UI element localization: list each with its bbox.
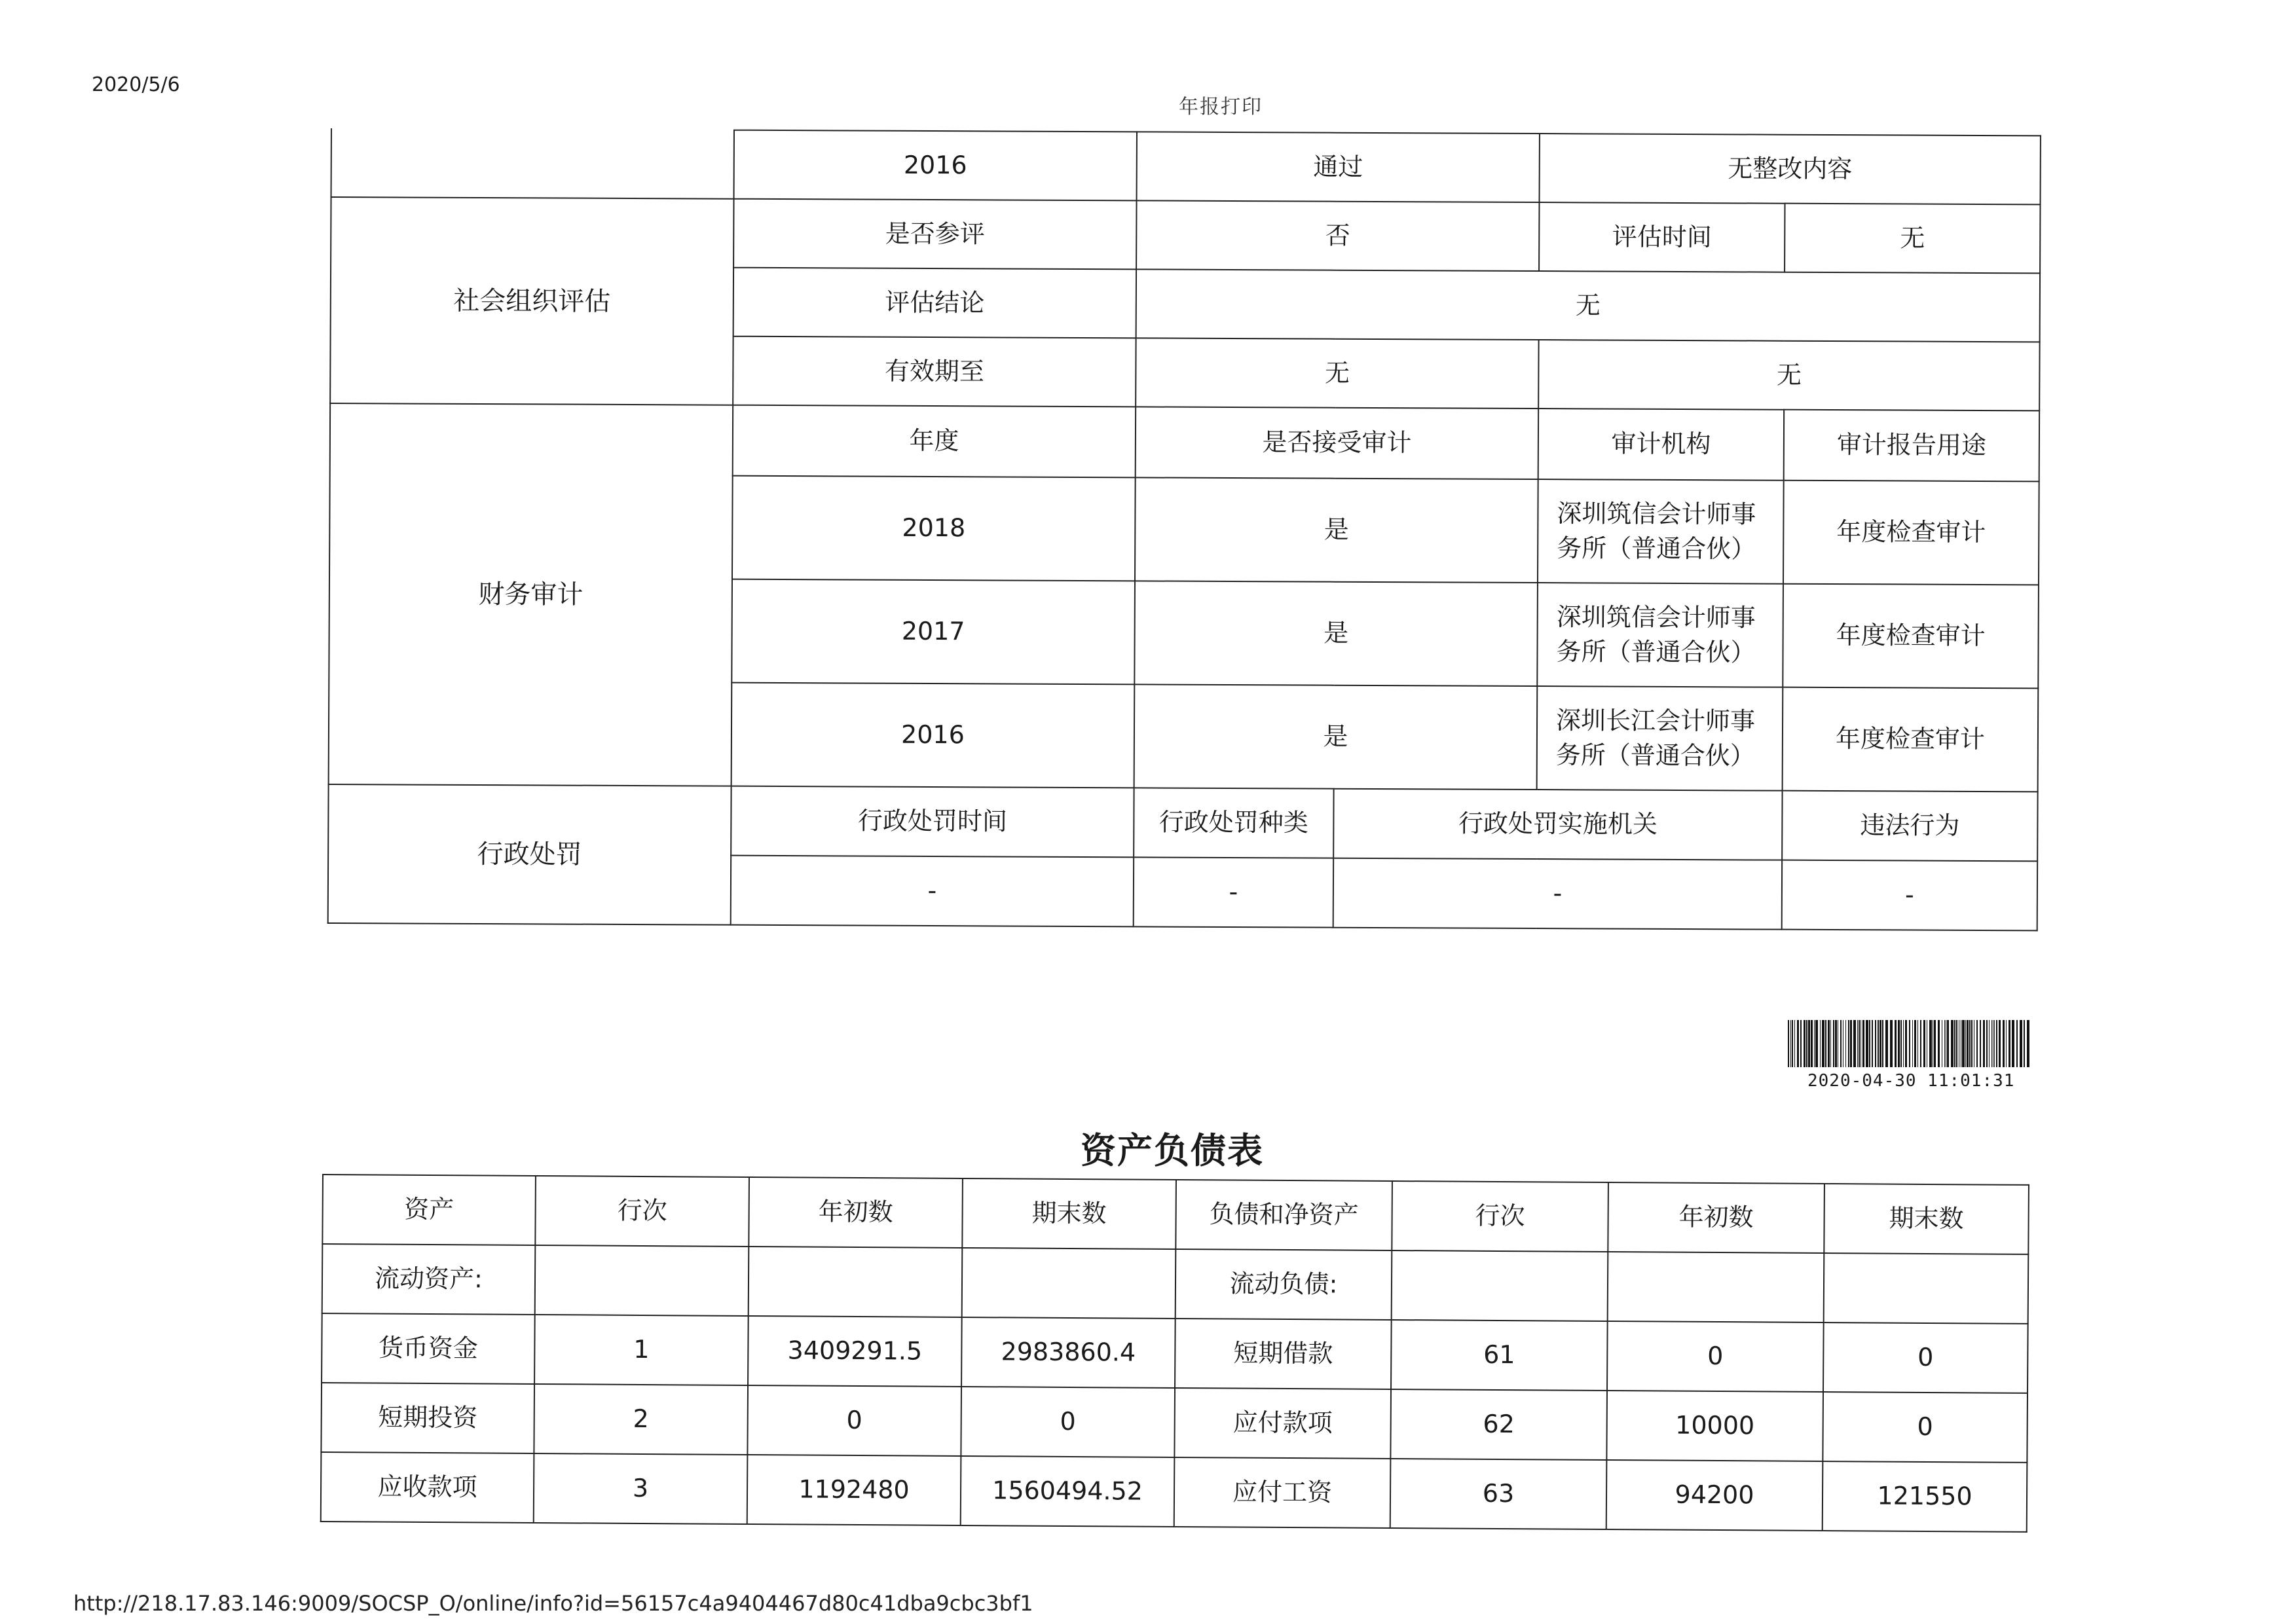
table-cell: 年初数	[1608, 1182, 1824, 1253]
table-cell: 0	[1823, 1322, 2028, 1393]
social-eval-section-label: 社会组织评估	[330, 197, 733, 405]
valid-label: 有效期至	[733, 337, 1136, 407]
table-cell: 2983860.4	[961, 1317, 1176, 1388]
penalty-time-value: -	[731, 856, 1134, 927]
table-cell	[1824, 1253, 2029, 1324]
table-cell: 0	[1823, 1392, 2028, 1463]
table-cell: 3	[534, 1453, 748, 1524]
audit-section-label: 财务审计	[329, 403, 733, 786]
table-row	[321, 1452, 2028, 1532]
conclusion-value: 无	[1136, 269, 2040, 342]
table-cell	[535, 1245, 749, 1316]
print-date: 2020/5/6	[92, 73, 180, 96]
table-cell: 流动负债:	[1176, 1249, 1392, 1320]
table-cell: 应付工资	[1174, 1457, 1391, 1528]
audit-org: 深圳筑信会计师事务所（普通合伙）	[1538, 479, 1784, 584]
table-cell: 121550	[1823, 1461, 2028, 1532]
table-cell: 短期投资	[321, 1383, 534, 1453]
audit-header-year: 年度	[733, 405, 1136, 478]
table-cell	[962, 1248, 1176, 1319]
table-row	[328, 784, 2037, 861]
audit-org: 深圳筑信会计师事务所（普通合伙）	[1537, 583, 1783, 687]
table-cell	[1608, 1252, 1824, 1322]
table-cell: 应收款项	[321, 1452, 534, 1523]
table-cell: 货币资金	[322, 1313, 535, 1384]
audit-org: 深圳长江会计师事务所（普通合伙）	[1537, 686, 1783, 791]
table-row	[331, 128, 2041, 204]
table-cell: 2	[534, 1384, 748, 1455]
table-cell: 3409291.5	[748, 1316, 962, 1387]
table-cell: 行次	[535, 1176, 749, 1247]
eval-content-cell: 无整改内容	[1540, 134, 2041, 204]
table-header-row	[322, 1175, 2029, 1254]
table-cell: 负债和净资产	[1176, 1180, 1392, 1250]
footer-url: http://218.17.83.146:9009/SOCSP_O/online/info?id=56157c4a9404467d80c41dba9cbc3bf1	[73, 1591, 1033, 1616]
document-title: 年报打印	[1179, 96, 1263, 119]
audit-purpose: 年度检查审计	[1783, 584, 2039, 689]
eval-result-cell: 通过	[1137, 132, 1540, 202]
table-cell: 行次	[1392, 1181, 1608, 1252]
table-cell: 资产	[322, 1175, 536, 1245]
table-cell: 流动资产:	[322, 1244, 536, 1315]
audit-header-audited: 是否接受审计	[1136, 407, 1538, 479]
valid-value-2: 无	[1538, 340, 2039, 410]
table-cell: 0	[1607, 1321, 1824, 1392]
penalty-violation-value: -	[1782, 860, 2037, 931]
audit-year: 2018	[732, 476, 1136, 581]
table-cell: 0	[961, 1387, 1175, 1457]
valid-value-1: 无	[1136, 338, 1538, 409]
table-cell: 短期借款	[1175, 1319, 1392, 1389]
penalty-authority-value: -	[1333, 858, 1782, 930]
audit-year: 2017	[731, 579, 1135, 685]
eval-year-cell: 2016	[734, 130, 1137, 201]
audit-purpose: 年度检查审计	[1783, 481, 2039, 585]
table-cell: 1	[534, 1315, 749, 1385]
table-cell: 年初数	[749, 1177, 963, 1248]
participate-value: 否	[1136, 200, 1539, 271]
balance-sheet-table	[320, 1174, 2029, 1533]
table-row	[331, 197, 2040, 273]
audit-audited: 是	[1135, 477, 1538, 583]
table-cell: 10000	[1606, 1391, 1823, 1461]
table-cell: 应付款项	[1174, 1388, 1391, 1459]
table-cell: 94200	[1606, 1460, 1823, 1531]
conclusion-label: 评估结论	[733, 268, 1136, 338]
table-row	[330, 403, 2039, 481]
table-row	[321, 1383, 2028, 1463]
table-cell	[1392, 1250, 1608, 1321]
audit-header-org: 审计机构	[1538, 409, 1784, 481]
audit-audited: 是	[1134, 581, 1538, 686]
eval-time-label: 评估时间	[1539, 202, 1785, 272]
evaluation-audit-table	[327, 128, 2041, 931]
eval-time-value: 无	[1785, 204, 2040, 274]
audit-purpose: 年度检查审计	[1783, 687, 2039, 792]
penalty-type-value: -	[1134, 857, 1333, 927]
table-cell: 期末数	[1824, 1184, 2029, 1254]
barcode-icon	[1788, 1020, 2030, 1067]
barcode-timestamp: 2020-04-30 11:01:31	[1807, 1071, 2015, 1091]
participate-label: 是否参评	[733, 199, 1136, 270]
audit-year: 2016	[731, 683, 1135, 788]
table-cell: 1560494.52	[961, 1456, 1175, 1527]
penalty-header-violation: 违法行为	[1782, 791, 2037, 862]
table-cell	[749, 1247, 963, 1317]
table-row	[322, 1244, 2029, 1324]
table-cell: 期末数	[962, 1178, 1176, 1249]
penalty-header-time: 行政处罚时间	[731, 786, 1134, 858]
table-cell: 61	[1391, 1320, 1608, 1391]
table-cell: 0	[747, 1385, 961, 1456]
table-row	[322, 1313, 2028, 1393]
table-cell: 1192480	[747, 1455, 961, 1525]
blank-cell	[331, 128, 734, 199]
table-cell: 62	[1390, 1389, 1607, 1460]
penalty-header-type: 行政处罚种类	[1134, 788, 1333, 858]
penalty-section-label: 行政处罚	[328, 784, 731, 925]
audit-audited: 是	[1134, 684, 1538, 790]
balance-sheet-title: 资产负债表	[1081, 1130, 1264, 1171]
audit-header-purpose: 审计报告用途	[1784, 410, 2039, 482]
table-cell: 63	[1390, 1459, 1607, 1529]
penalty-header-authority: 行政处罚实施机关	[1333, 789, 1782, 860]
